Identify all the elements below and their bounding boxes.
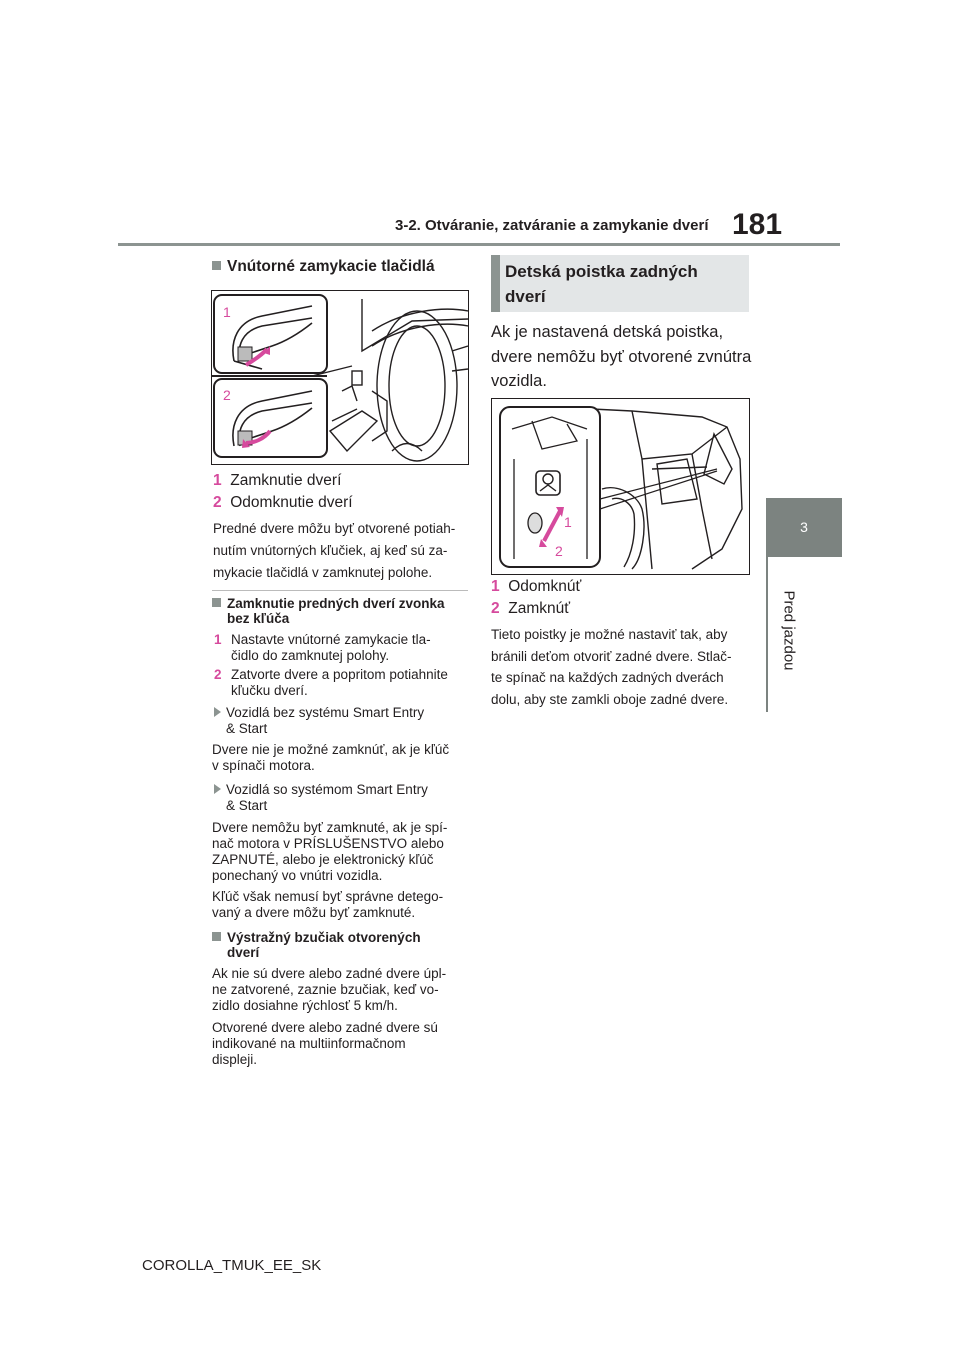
heading-bar [491, 255, 500, 312]
triangle-bullet-icon [214, 707, 221, 717]
left-paragraph: Predné dvere môžu byť otvorené potiah- nutím vnútorných kľučiek, aj keď sú za- mykacie tlačidlá v zamknutej polohe. [213, 521, 456, 580]
case2-text: Dvere nemôžu byť zamknuté, ak je spí- nač motora v PRÍSLUŠENSTVO alebo ZAPNUTÉ, alebo je elektronický kľúč ponechaný vo vnútri vozidla. [212, 820, 448, 883]
right-paragraph: Tieto poistky je možné nastaviť tak, aby bránili deťom otvoriť zadné dvere. Stlač- te spínač na každých zadných dverách dolu, aby ste zamkli oboje zadné dvere. [491, 627, 732, 707]
figure-label-1: 1 [223, 304, 231, 320]
case-with-smart-entry: Vozidlá so systémom Smart Entry & Start [214, 782, 428, 814]
step-2: 2 Zatvorte dvere a popritom potiahnite kľučku dverí. [214, 667, 448, 698]
sub-heading-keyless: Zamknutie predných dverí zvonka bez kľúča [212, 596, 445, 626]
child-lock-illustration [492, 399, 749, 574]
left-item-1: 1 Zamknutie dverí [213, 472, 342, 489]
footer-code: COROLLA_TMUK_EE_SK [142, 1257, 322, 1274]
chapter-tab-line [766, 556, 768, 712]
right-item-2: 2 Zamknúť [491, 600, 571, 617]
case2-text2: Kľúč však nemusí byť správne detego- vaný a dvere môžu byť zamknuté. [212, 889, 444, 920]
square-bullet-icon [212, 932, 221, 941]
square-bullet-icon [212, 598, 221, 607]
chapter-title: Pred jazdou [780, 590, 798, 671]
step-1: 1 Nastavte vnútorné zamykacie tla- čidlo do zamknutej polohy. [214, 632, 431, 663]
header-rule [118, 243, 840, 246]
child-lock-intro: Ak je nastavená detská poistka, dvere nemôžu byť otvorené zvnútra vozidla. [491, 323, 752, 390]
child-lock-heading-box [491, 255, 749, 312]
case-without-smart-entry: Vozidlá bez systému Smart Entry & Start [214, 705, 424, 737]
left-heading: Vnútorné zamykacie tlačidlá [212, 258, 435, 276]
figure-label-2: 2 [555, 543, 563, 559]
triangle-bullet-icon [214, 784, 221, 794]
sub-heading-buzzer: Výstražný bzučiak otvorených dverí [212, 930, 421, 960]
left-item-2: 2 Odomknutie dverí [213, 494, 353, 511]
figure-label-2: 2 [223, 387, 231, 403]
figure-label-1: 1 [564, 514, 572, 530]
square-bullet-icon [212, 261, 221, 270]
section-title: 3-2. Otváranie, zatváranie a zamykanie dverí [395, 217, 709, 234]
child-lock-figure [491, 398, 750, 575]
door-lock-figure [211, 290, 469, 465]
case1-text: Dvere nie je možné zamknúť, ak je kľúč v spínači motora. [212, 742, 450, 773]
buzzer-text2: Otvorené dvere alebo zadné dvere sú indikované na multiinformačnom displeji. [212, 1020, 438, 1067]
child-lock-heading: Detská poistka zadných dverí [505, 262, 698, 306]
chapter-tab: 3 [766, 498, 842, 557]
door-lock-illustration [212, 291, 468, 464]
chapter-side-label [776, 560, 806, 710]
buzzer-text: Ak nie sú dvere alebo zadné dvere úpl- ne zatvorené, zaznie bzučiak, keď vo- zidlo dosiahne rýchlosť 5 km/h. [212, 966, 447, 1013]
right-item-1: 1 Odomknúť [491, 578, 582, 595]
divider [212, 590, 468, 591]
page-number: 181 [732, 208, 783, 241]
